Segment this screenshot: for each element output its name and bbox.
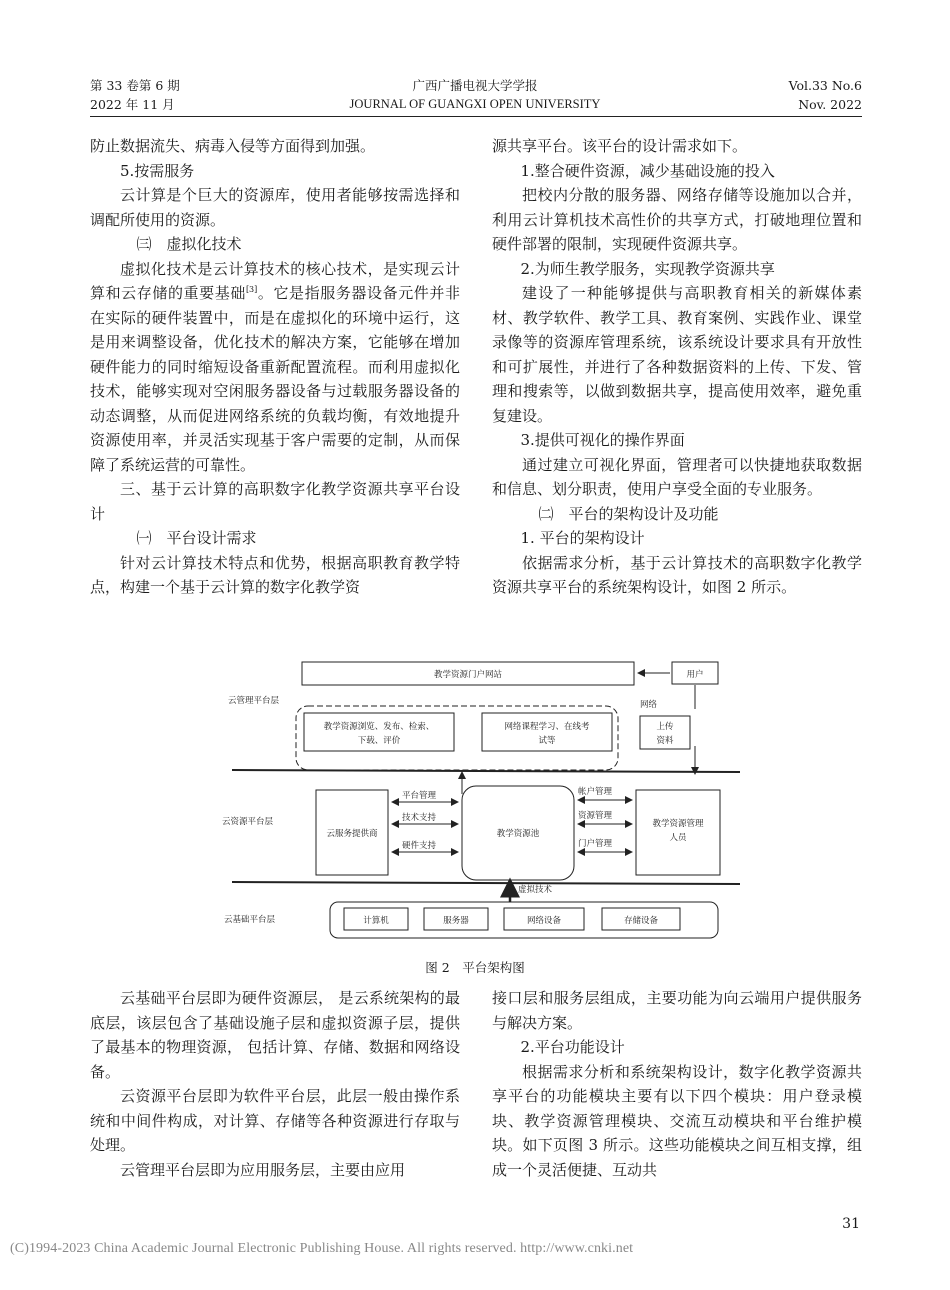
portal-label: 教学资源门户网站 (433, 670, 503, 680)
layer-base-label: 云基础平台层 (224, 915, 276, 925)
net-device-label: 网络设备 (526, 916, 562, 926)
layer-divider-bottom (232, 882, 740, 884)
layer-res-label: 云资源平台层 (222, 817, 274, 827)
paragraph: 云基础平台层即为硬件资源层， 是云系统架构的最底层，该层包含了基础设施子层和虚拟资源子层，提供了最基本的物理资源， 包括计算、存储、数据和网络设备。 (90, 989, 460, 1081)
paragraph: 针对云计算技术特点和优势，根据高职教育教学特点，构建一个基于云计算的数字化教学资 (90, 553, 460, 596)
pool-label: 教学资源池 (496, 829, 540, 839)
computer-label: 计算机 (363, 916, 389, 926)
paragraph: 根据需求分析和系统架构设计，数字化教学资源共享平台的功能模块主要有以下四个模块：用户登录模块、教学资源管理模块、交流互动模块和平台维护模块。如下页图 3 所示。这些功能模块之间互相支撑，组成一个灵活便捷、互动共 (492, 1062, 862, 1179)
user-label: 用户 (686, 670, 704, 680)
paragraph: 接口层和服务层组成，主要功能为向云端用户提供服务与解决方案。 (492, 989, 862, 1032)
page-number: 31 (842, 1216, 860, 1232)
server-label: 服务器 (443, 916, 469, 926)
journal-volume: 第 33 卷第 6 期 2022 年 11 月 (90, 78, 180, 112)
section-heading: 三、基于云计算的高职数字化教学资源共享平台设计 (90, 480, 460, 523)
tech-support-label: 技术支持 (402, 813, 437, 823)
paragraph: 源共享平台。该平台的设计需求如下。 (492, 137, 748, 155)
layer-mgmt-label: 云管理平台层 (228, 696, 280, 706)
journal-issue: Vol.33 No.6 Nov. 2022 (788, 78, 862, 112)
bottom-left-column (90, 986, 460, 1182)
account-mgmt-label: 帐户管理 (578, 787, 613, 797)
subheading: 2.为师生教学服务，实现教学资源共享 (520, 259, 775, 278)
paragraph: 依据需求分析，基于云计算技术的高职数字化教学资源共享平台的系统架构设计，如图 2 所示。 (492, 553, 862, 596)
paragraph: 把校内分散的服务器、网络存储等设施加以合并，利用云计算机技术高性价的共享方式，打破地理位置和硬件部署的限制，实现硬件资源共享。 (492, 186, 862, 253)
subheading: ㈡ 平台的架构设计及功能 (538, 504, 719, 523)
admin-label-2: 人员 (669, 833, 687, 843)
admin-label-1: 教学资源管理 (652, 819, 704, 829)
browse-label-2: 下载、评价 (357, 736, 401, 746)
layer-divider-top (232, 770, 740, 772)
paragraph: 云计算是个巨大的资源库，使用者能够按需选择和调配所使用的资源。 (90, 186, 460, 229)
header-rule (90, 116, 862, 117)
provider-label: 云服务提供商 (326, 829, 378, 839)
subheading: 3.提供可视化的操作界面 (520, 431, 685, 449)
architecture-diagram (212, 654, 740, 954)
upload-label-1: 上传 (656, 722, 674, 732)
paragraph: 云资源平台层即为软件平台层，此层一般由操作系统和中间件构成，对计算、存储等各种资源进行存取与处理。 (90, 1087, 460, 1154)
subheading: 1.整合硬件资源，减少基础设施的投入 (520, 161, 775, 180)
subheading: ㈢ 虚拟化技术 (136, 235, 242, 253)
paragraph: 云管理平台层即为应用服务层，主要由应用 (120, 1160, 406, 1179)
citation: [3] (245, 285, 258, 294)
copyright-footer: (C)1994-2023 China Academic Journal Electronic Publishing House. All rights reserved. http://www.cnki.net (10, 1241, 634, 1256)
bottom-right-column (492, 986, 862, 1182)
right-column (492, 134, 862, 600)
paragraph: 虚拟化技术是云计算技术的核心技术，是实现云计算和云存储的重要基础[3]。它是指服务器设备元件并非在实际的硬件装置中，而是在虚拟化的环境中运行，这是用来调整设备，优化技术的解决方案，它能够在增加硬件能力的同时缩短设备重新配置流程。而利用虚拟化技术，能够实现对空闲服务器设备与过载服务器设备的动态调整，从而促进网络系统的负载均衡，有效地提升资源使用率，并灵活实现基于客户需要的定制，从而保障了系统运营的可靠性。 (90, 259, 460, 474)
portal-mgmt-label: 门户管理 (578, 839, 613, 849)
subheading: ㈠ 平台设计需求 (136, 529, 257, 547)
virtualization-label: 虚拟技术 (518, 885, 553, 895)
hw-support-label: 硬件支持 (402, 841, 437, 851)
browse-label-1: 教学资源浏览、发布、检索、 (323, 722, 435, 732)
subheading: 1. 平台的架构设计 (520, 529, 645, 547)
journal-title: 广西广播电视大学学报 JOURNAL OF GUANGXI OPEN UNIVERSITY (349, 78, 601, 111)
figure-caption: 图 2 平台架构图 (425, 960, 525, 975)
network-label: 网络 (640, 700, 658, 710)
platform-mgmt-label: 平台管理 (402, 791, 437, 801)
paragraph: 防止数据流失、病毒入侵等方面得到加强。 (90, 137, 376, 155)
subheading: 2.平台功能设计 (520, 1038, 625, 1056)
upload-label-2: 资料 (656, 736, 674, 746)
paragraph: 建设了一种能够提供与高职教育相关的新媒体素材、教学软件、教学工具、教育案例、实践作业、课堂录像等的资源库管理系统，该系统设计要求具有开放性和可扩展性，并进行了各种数据资料的上传、下发、管理和搜索等，以做到数据共享，提高使用效率，避免重复建设。 (492, 284, 862, 425)
apps-dashed-group (296, 706, 618, 770)
course-label-1: 网络课程学习、在线考 (504, 722, 590, 732)
res-mgmt-label: 资源管理 (578, 811, 613, 821)
left-column (90, 134, 460, 600)
subheading: 5.按需服务 (120, 161, 195, 180)
paragraph: 通过建立可视化界面，管理者可以快捷地获取数据和信息、划分职责，使用户享受全面的专业服务。 (492, 455, 862, 498)
course-label-2: 试等 (538, 736, 556, 746)
storage-label: 存储设备 (623, 916, 659, 926)
